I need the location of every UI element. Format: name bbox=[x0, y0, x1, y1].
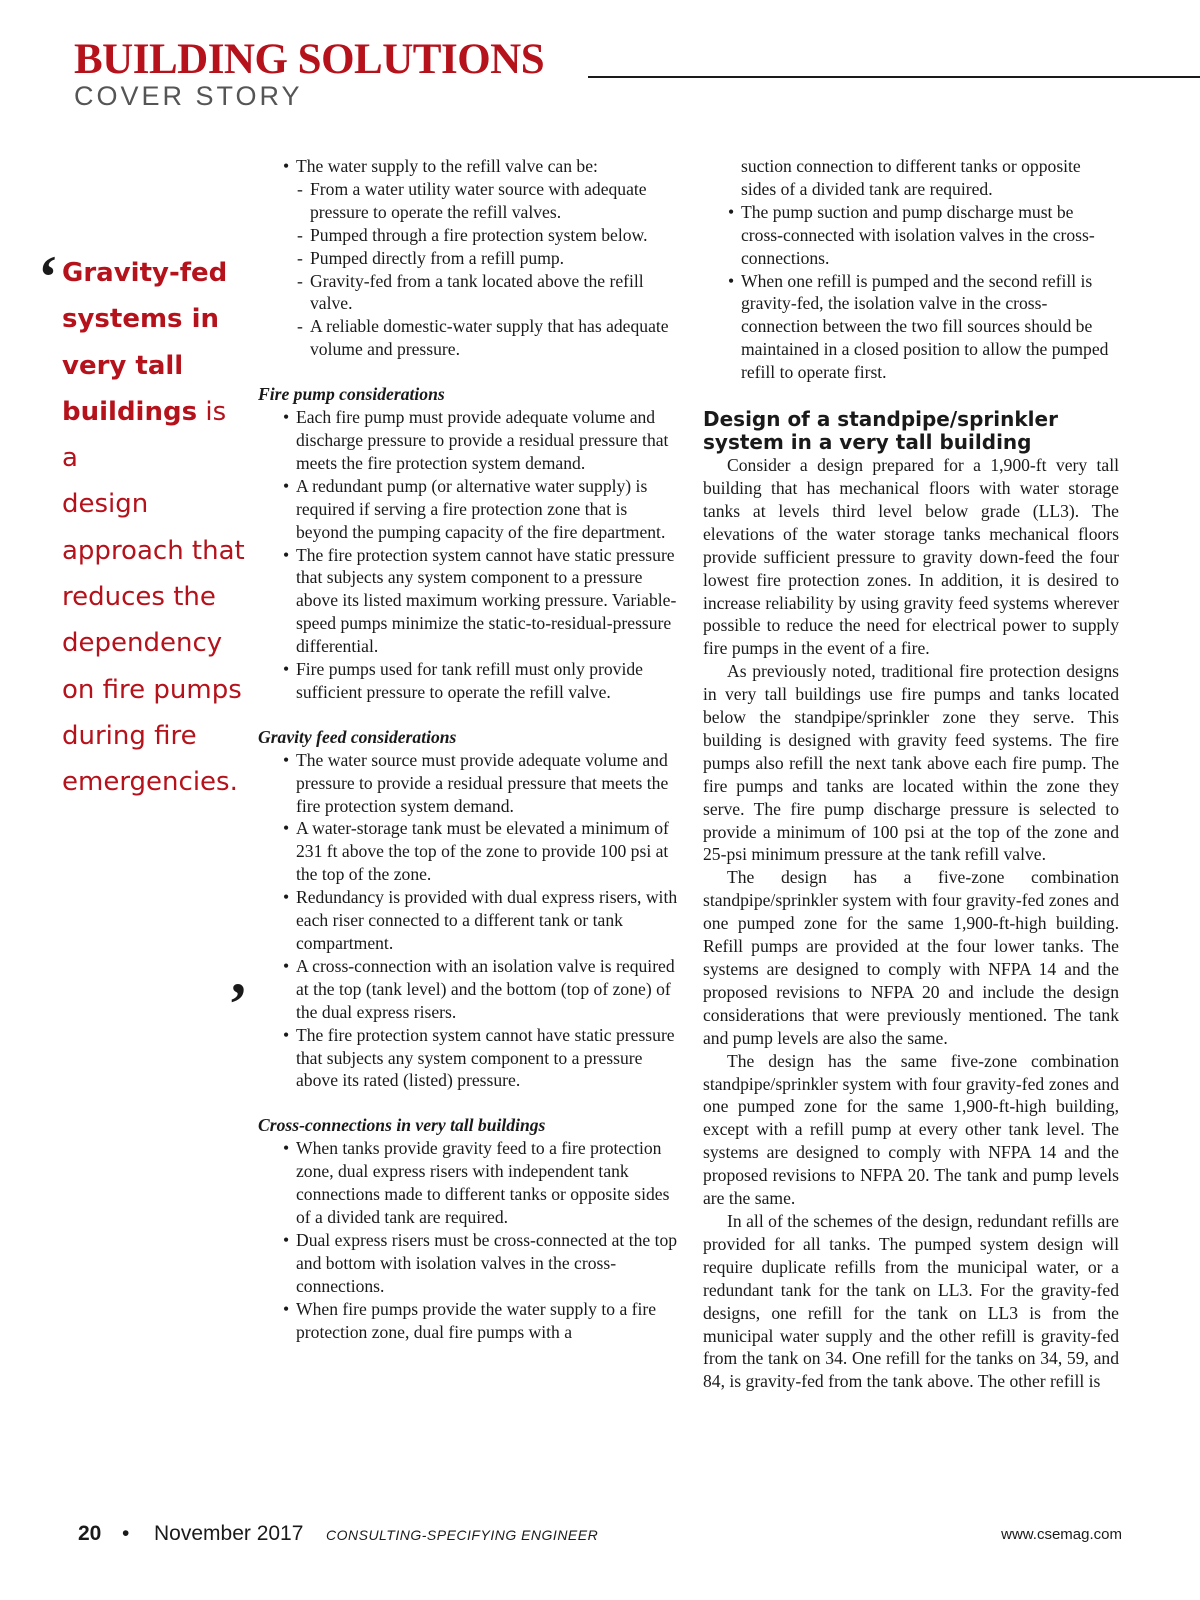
list-item: - A reliable domestic-water supply that has adequate volume and pressure. bbox=[258, 315, 678, 361]
list-item: • The fire protection system cannot have static pressure that subjects any system component to a pressure above its listed maximum working pressure. Variable-speed pumps minimize the static-to-residual-pressure differential. bbox=[258, 544, 678, 659]
list-item: • When fire pumps provide the water supply to a fire protection zone, dual fire pumps with a bbox=[258, 1298, 678, 1344]
list-item-continuation: suction connection to different tanks or opposite sides of a divided tank are required. bbox=[741, 156, 1081, 199]
list-item: • The fire protection system cannot have static pressure that subjects any system component to a pressure above its rated (listed) pressure. bbox=[258, 1024, 678, 1093]
list-item: - Gravity-fed from a tank located above the refill valve. bbox=[258, 270, 678, 316]
list-item: • A cross-connection with an isolation valve is required at the top (tank level) and the bottom (top of zone) of the dual express risers. bbox=[258, 955, 678, 1024]
list-item: • The water source must provide adequate volume and pressure to provide a residual pressure that meets the fire protection system demand. bbox=[258, 749, 678, 818]
pull-quote-bold-line: very tall bbox=[62, 350, 184, 381]
list-item: - Pumped through a fire protection system below. bbox=[258, 224, 678, 247]
pull-quote-line: design bbox=[62, 489, 149, 520]
right-column bbox=[703, 155, 1119, 1393]
body-paragraph: The design has a five-zone combination standpipe/sprinkler system with four gravity-fed zones and one pumped zone for the same 1,900-ft-high building. Refill pumps are provided at the four lower tanks. The systems are designed to comply with NFPA 14 and the proposed revisions to NFPA 20 and include the design considerations that were previously mentioned. The tank and pump levels are also the same. bbox=[703, 867, 1119, 1048]
issue-date: November 2017 bbox=[154, 1522, 304, 1545]
middle-column bbox=[258, 155, 678, 1343]
page-number: 20 bbox=[78, 1522, 102, 1545]
subhead-fire-pump: Fire pump considerations bbox=[258, 384, 445, 405]
open-quote-mark: ‘ bbox=[38, 244, 58, 310]
list-item: • When one refill is pumped and the second refill is gravity-fed, the isolation valve in the cross-connection between the two fill sources should be maintained in a closed position to allow the pumped refill to operate first. bbox=[703, 270, 1119, 385]
page-footer bbox=[78, 1522, 1122, 1552]
pull-quote-line: dependency bbox=[62, 628, 223, 659]
section-heading: Design of a standpipe/sprinkler system in a very tall building bbox=[703, 407, 1058, 455]
list-item: • Dual express risers must be cross-connected at the top and bottom with isolation valves in the cross-connections. bbox=[258, 1229, 678, 1298]
footer-separator: • bbox=[122, 1522, 130, 1545]
list-item: • The pump suction and pump discharge must be cross-connected with isolation valves in the cross-connections. bbox=[703, 201, 1119, 270]
pull-quote-bold-line: Gravity-fed bbox=[62, 258, 228, 288]
pull-quote-line: on fire pumps bbox=[62, 674, 242, 705]
list-item: • A redundant pump (or alternative water supply) is required if serving a fire protection zone that is beyond the pumping capacity of the fire department. bbox=[258, 475, 678, 544]
body-paragraph: Consider a design prepared for a 1,900-ft very tall building that has mechanical floors with water storage tanks at levels third level below grade (LL3). The elevations of the water storage tanks mechanical floors provide sufficient pressure to gravity down-feed the four lowest fire protection zones. In addition, it is desired to increase reliability by using gravity feed systems wherever possible to reduce the need for electrical power to supply fire pumps in the event of a fire. bbox=[703, 455, 1119, 659]
pull-quote-line: is a bbox=[62, 396, 227, 474]
website-url: www.csemag.com bbox=[1001, 1526, 1122, 1543]
subhead-gravity-feed: Gravity feed considerations bbox=[258, 726, 457, 747]
body-paragraph: The design has the same five-zone combination standpipe/sprinkler system with four gravity-fed zones and one pumped zone for the same 1,900-ft-high building, except with a refill pump at every other tank level. The systems are designed to comply with NFPA 14 and the proposed revisions to NFPA 20. The tank and pump levels are the same. bbox=[703, 1050, 1119, 1209]
list-item: • When tanks provide gravity feed to a fire protection zone, dual express risers with independent tank connections made to different tanks or opposite sides of a divided tank are required. bbox=[258, 1137, 678, 1229]
pull-quote-bold-line: buildings bbox=[62, 396, 198, 427]
list-item: - From a water utility water source with adequate pressure to operate the refill valves. bbox=[258, 178, 678, 224]
pull-quote bbox=[38, 244, 248, 1037]
section-subtitle: COVER STORY bbox=[74, 81, 303, 111]
pull-quote-line: during fire bbox=[62, 720, 197, 751]
body-paragraph: In all of the schemes of the design, redundant refills are provided for all tanks. The pumped system design will require duplicate refills from the municipal water, or a redundant tank for the tank on LL3. For the gravity-fed designs, one refill for the tank on LL3 is from the municipal water supply and the other refill is gravity-fed from the tank on 34. One refill for the tanks on 34, 59, and 84, is gravity-fed from the tank above. The other refill is bbox=[703, 1210, 1119, 1392]
pull-quote-line: approach that bbox=[62, 535, 245, 566]
close-quote-mark: ’ bbox=[228, 971, 248, 1037]
header-rule bbox=[588, 76, 1200, 78]
body-paragraph: As previously noted, traditional fire protection designs in very tall buildings use fire pumps and tanks located below the standpipe/sprinkler zone they serve. This building is designed with gravity feed systems. The fire pumps also refill the next tank above each fire pump. The fire pumps and tanks are located within the zone they serve. The fire pump discharge pressure is selected to provide a minimum of 100 psi at the top of the zone and 25-psi minimum pressure at the tank refill valve. bbox=[703, 661, 1119, 865]
pull-quote-line: emergencies. bbox=[62, 767, 238, 798]
subhead-cross-connections: Cross-connections in very tall buildings bbox=[258, 1115, 546, 1136]
page-header bbox=[74, 38, 1200, 110]
list-item: • Each fire pump must provide adequate volume and discharge pressure to provide a residual pressure that meets the fire protection system demand. bbox=[258, 406, 678, 475]
list-item: • Fire pumps used for tank refill must only provide sufficient pressure to operate the refill valve. bbox=[258, 658, 678, 704]
list-item: • Redundancy is provided with dual express risers, with each riser connected to a different tank or tank compartment. bbox=[258, 886, 678, 955]
section-title: BUILDING SOLUTIONS bbox=[74, 36, 545, 83]
pull-quote-line: reduces the bbox=[62, 582, 216, 613]
pull-quote-bold-line: systems in bbox=[62, 304, 220, 335]
list-item: • A water-storage tank must be elevated a minimum of 231 ft above the top of the zone to provide 100 psi at the top of the zone. bbox=[258, 817, 678, 886]
list-item: • The water supply to the refill valve can be: bbox=[258, 155, 678, 178]
list-item: - Pumped directly from a refill pump. bbox=[258, 247, 678, 270]
magazine-name: CONSULTING-SPECIFYING ENGINEER bbox=[326, 1527, 599, 1543]
